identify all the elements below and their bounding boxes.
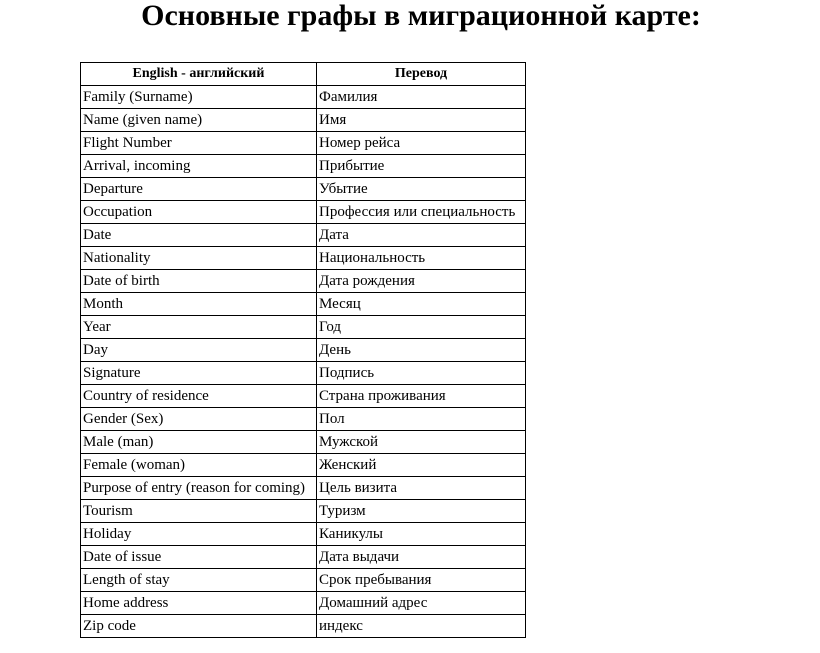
table-body — [81, 86, 526, 638]
russian-translation-cell: Туризм — [317, 500, 526, 523]
english-term-cell: Gender (Sex) — [81, 408, 317, 431]
russian-translation-cell: Прибытие — [317, 155, 526, 178]
table-row — [81, 132, 526, 155]
russian-translation-cell: Дата — [317, 224, 526, 247]
column-header-english: English - английский — [81, 63, 317, 86]
russian-translation-cell: Фамилия — [317, 86, 526, 109]
table-row — [81, 270, 526, 293]
english-term-cell: Nationality — [81, 247, 317, 270]
russian-translation-cell: Домашний адрес — [317, 592, 526, 615]
english-term-cell: Tourism — [81, 500, 317, 523]
table-row — [81, 224, 526, 247]
english-term-cell: Date of birth — [81, 270, 317, 293]
english-term-cell: Flight Number — [81, 132, 317, 155]
russian-translation-cell: Каникулы — [317, 523, 526, 546]
russian-translation-cell: Подпись — [317, 362, 526, 385]
russian-translation-cell: Имя — [317, 109, 526, 132]
table-row — [81, 362, 526, 385]
table-row — [81, 431, 526, 454]
table-row — [81, 592, 526, 615]
table-row — [81, 454, 526, 477]
english-term-cell: Family (Surname) — [81, 86, 317, 109]
russian-translation-cell: Профессия или специальность — [317, 201, 526, 224]
english-term-cell: Length of stay — [81, 569, 317, 592]
russian-translation-cell: Цель визита — [317, 477, 526, 500]
table-row — [81, 408, 526, 431]
english-term-cell: Male (man) — [81, 431, 317, 454]
english-term-cell: Home address — [81, 592, 317, 615]
english-term-cell: Occupation — [81, 201, 317, 224]
english-term-cell: Holiday — [81, 523, 317, 546]
russian-translation-cell: Срок пребывания — [317, 569, 526, 592]
table-row — [81, 569, 526, 592]
russian-translation-cell: Номер рейса — [317, 132, 526, 155]
russian-translation-cell: Год — [317, 316, 526, 339]
english-term-cell: Year — [81, 316, 317, 339]
english-term-cell: Purpose of entry (reason for coming) — [81, 477, 317, 500]
table-row — [81, 155, 526, 178]
russian-translation-cell: День — [317, 339, 526, 362]
table-row — [81, 247, 526, 270]
english-term-cell: Name (given name) — [81, 109, 317, 132]
table-row — [81, 500, 526, 523]
table-row — [81, 339, 526, 362]
table-row — [81, 293, 526, 316]
english-term-cell: Arrival, incoming — [81, 155, 317, 178]
table-row — [81, 178, 526, 201]
russian-translation-cell: Дата выдачи — [317, 546, 526, 569]
english-term-cell: Day — [81, 339, 317, 362]
english-term-cell: Signature — [81, 362, 317, 385]
table-row — [81, 385, 526, 408]
russian-translation-cell: индекс — [317, 615, 526, 638]
english-term-cell: Female (woman) — [81, 454, 317, 477]
glossary-table — [80, 62, 526, 638]
table-row — [81, 86, 526, 109]
table-row — [81, 109, 526, 132]
russian-translation-cell: Пол — [317, 408, 526, 431]
russian-translation-cell: Месяц — [317, 293, 526, 316]
russian-translation-cell: Женский — [317, 454, 526, 477]
table-row — [81, 546, 526, 569]
english-term-cell: Date — [81, 224, 317, 247]
russian-translation-cell: Национальность — [317, 247, 526, 270]
page-title: Основные графы в миграционной карте: — [141, 0, 701, 32]
table-row — [81, 316, 526, 339]
english-term-cell: Date of issue — [81, 546, 317, 569]
russian-translation-cell: Страна проживания — [317, 385, 526, 408]
russian-translation-cell: Дата рождения — [317, 270, 526, 293]
table-row — [81, 523, 526, 546]
english-term-cell: Month — [81, 293, 317, 316]
russian-translation-cell: Мужской — [317, 431, 526, 454]
table-row — [81, 477, 526, 500]
table-row — [81, 201, 526, 224]
table-row — [81, 615, 526, 638]
column-header-translation: Перевод — [317, 63, 526, 86]
english-term-cell: Country of residence — [81, 385, 317, 408]
english-term-cell: Departure — [81, 178, 317, 201]
english-term-cell: Zip code — [81, 615, 317, 638]
table-header-row — [81, 63, 526, 86]
russian-translation-cell: Убытие — [317, 178, 526, 201]
